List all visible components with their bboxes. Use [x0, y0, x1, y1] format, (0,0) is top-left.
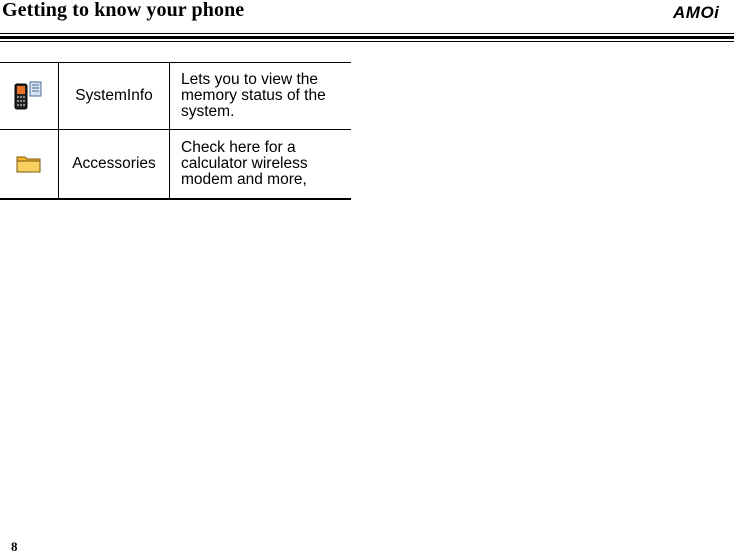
folder-icon	[16, 154, 42, 174]
feature-name: Accessories	[59, 130, 170, 200]
feature-description-text: Lets you to view the memory status of the system.	[181, 71, 326, 120]
icon-cell	[0, 130, 59, 200]
page-number: 8	[11, 539, 18, 554]
header-rule-thick	[0, 36, 734, 39]
menu-feature-table	[0, 62, 351, 200]
table-row	[0, 63, 351, 130]
page-title: Getting to know your phone	[2, 0, 245, 21]
feature-description-text: Check here for a calculator wireless modem and more,	[181, 139, 308, 188]
table-row	[0, 130, 351, 200]
system-info-phone-icon	[13, 81, 45, 111]
feature-description	[170, 130, 352, 200]
feature-name: SystemInfo	[59, 63, 170, 130]
amoi-logo	[671, 1, 731, 23]
header-rule-lower	[0, 41, 734, 42]
icon-cell	[0, 63, 59, 130]
feature-description	[170, 63, 352, 130]
header-rule	[0, 33, 734, 34]
svg-text:AMOi: AMOi	[673, 3, 720, 22]
